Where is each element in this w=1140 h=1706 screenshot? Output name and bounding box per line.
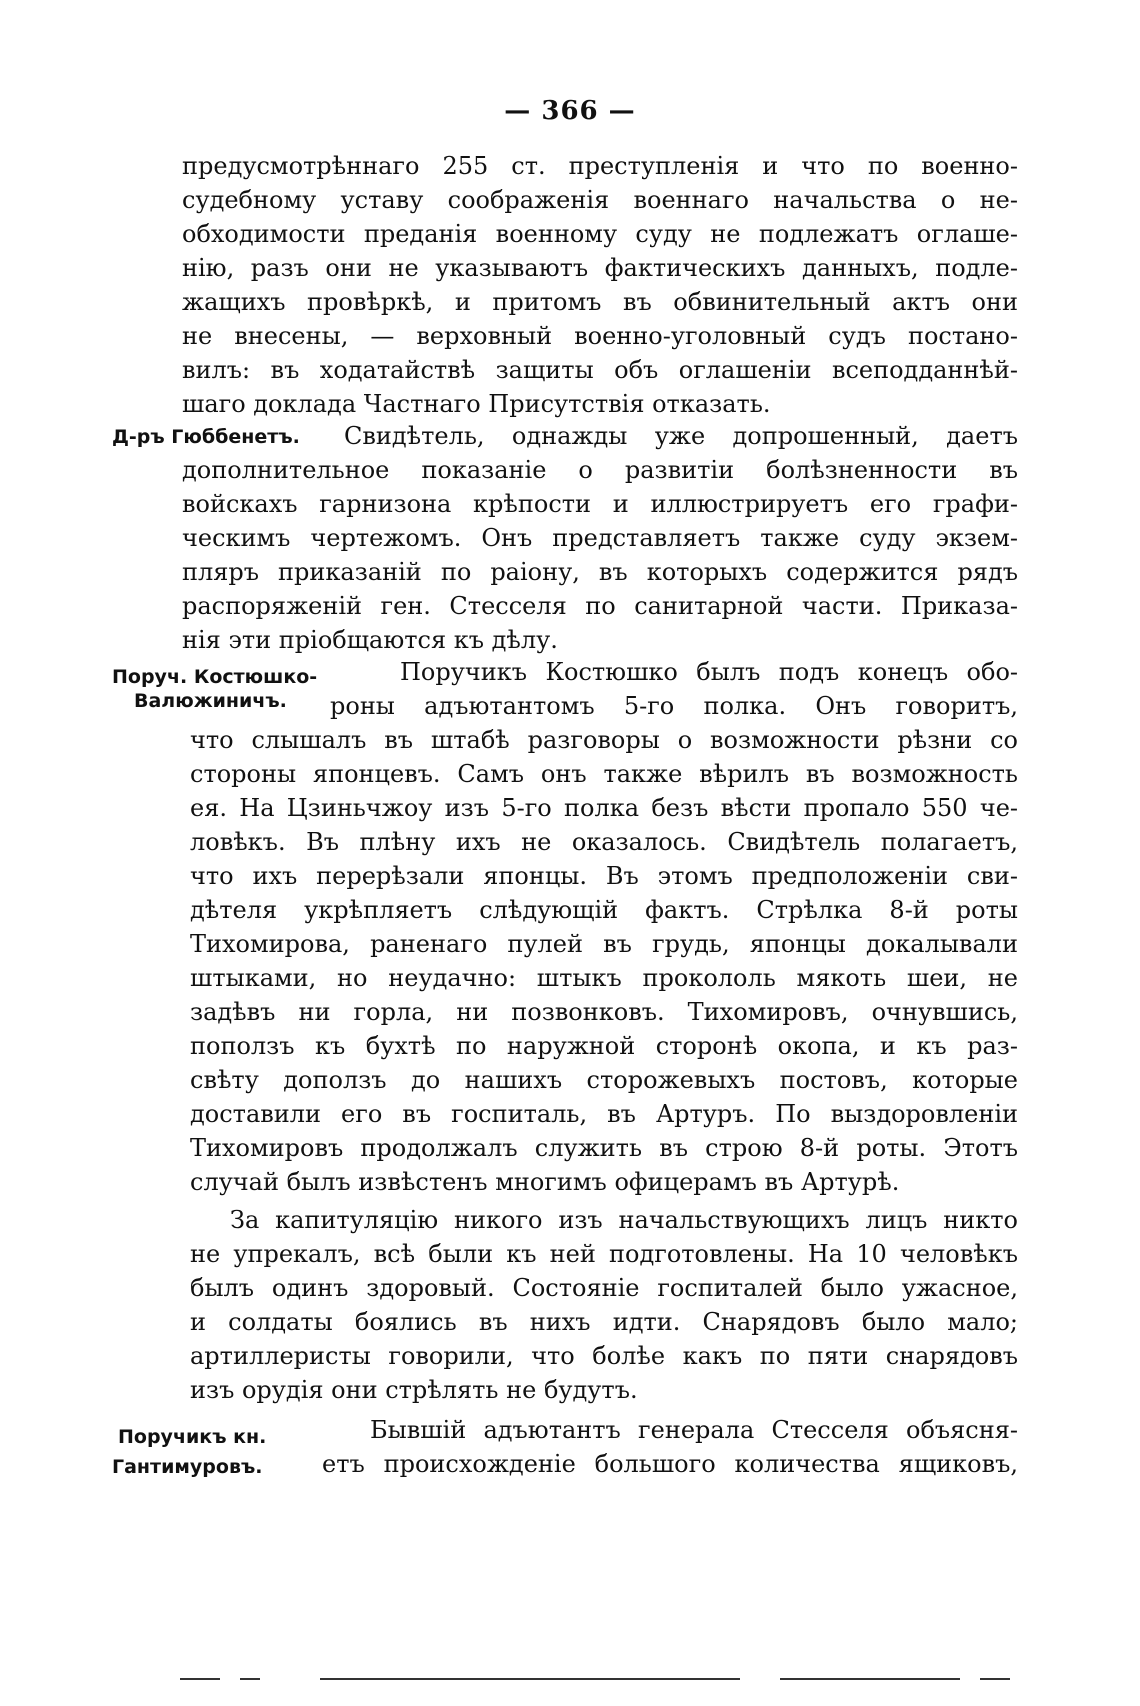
text-line: Тихомировъ продолжалъ служить въ строю 8-й роты. Этотъ <box>190 1134 1018 1162</box>
text-line: предусмотрѣннаго 255 ст. преступленія и что по военно- <box>182 152 1018 180</box>
text-line: Свидѣтель, однажды уже допрошенный, даетъ <box>344 422 1018 450</box>
text-line: изъ орудія они стрѣлять не будутъ. <box>190 1376 638 1404</box>
text-line: войскахъ гарнизона крѣпости и иллюстрируетъ его графи- <box>182 490 1018 518</box>
text-line: случай былъ извѣстенъ многимъ офицерамъ въ Артурѣ. <box>190 1168 900 1196</box>
text-line: шаго доклада Частнаго Присутствія отказать. <box>182 390 771 418</box>
text-line: Поручикъ Костюшко былъ подъ конецъ обо- <box>400 658 1018 686</box>
text-line: доставили его въ госпиталь, въ Артуръ. По выздоровленіи <box>190 1100 1018 1128</box>
text-line: роны адъютантомъ 5-го полка. Онъ говоритъ, <box>330 692 1018 720</box>
text-line: ея. На Цзиньчжоу изъ 5-го полка безъ вѣсти пропало 550 че- <box>190 794 1018 822</box>
text-line: Тихомирова, раненаго пулей въ грудь, японцы докалывали <box>190 930 1018 958</box>
text-line: поползъ къ бухтѣ по наружной сторонѣ окопа, и къ раз- <box>190 1032 1018 1060</box>
text-line: былъ одинъ здоровый. Состояніе госпиталей было ужасное, <box>190 1274 1018 1302</box>
text-line: артиллеристы говорили, что болѣе какъ по пяти снарядовъ <box>190 1342 1018 1370</box>
text-line: За капитуляцію никого изъ начальствующихъ лицъ никто <box>230 1206 1018 1234</box>
text-line: не внесены, — верховный военно-уголовный судъ постано- <box>182 322 1018 350</box>
text-line: что слышалъ въ штабѣ разговоры о возможности рѣзни со <box>190 726 1018 754</box>
speaker-name: Поруч. Костюшко- <box>112 666 318 688</box>
text-line: пляръ приказаній по раіону, въ которыхъ содержится рядъ <box>182 558 1018 586</box>
text-line: Бывшій адъютантъ генерала Стесселя объясня- <box>370 1416 1018 1444</box>
text-line: вилъ: въ ходатайствѣ защиты объ оглашеніи всеподданнѣй- <box>182 356 1018 384</box>
text-line: дѣтеля укрѣпляетъ слѣдующій фактъ. Стрѣлка 8-й роты <box>190 896 1018 924</box>
speaker-name: Поручикъ кн. <box>118 1426 267 1448</box>
text-line: обходимости преданія военному суду не подлежатъ оглаше- <box>182 220 1018 248</box>
text-line: жащихъ провѣркѣ, и притомъ въ обвинительный актъ они <box>182 288 1018 316</box>
text-line: етъ происхожденіе большого количества ящиковъ, <box>322 1450 1018 1478</box>
text-line: судебному уставу соображенія военнаго начальства о не- <box>182 186 1018 214</box>
speaker-name: Валюжиничъ. <box>134 690 287 712</box>
text-line: и солдаты боялись въ нихъ идти. Снарядовъ было мало; <box>190 1308 1018 1336</box>
text-line: ловѣкъ. Въ плѣну ихъ не оказалось. Свидѣтель полагаетъ, <box>190 828 1018 856</box>
text-line: ческимъ чертежомъ. Онъ представляетъ также суду экзем- <box>182 524 1018 552</box>
text-line: дополнительное показаніе о развитіи болѣзненности въ <box>182 456 1018 484</box>
text-line: задѣвъ ни горла, ни позвонковъ. Тихомировъ, очнувшись, <box>190 998 1018 1026</box>
text-line: нія эти пріобщаются къ дѣлу. <box>182 626 558 654</box>
text-line: не упрекалъ, всѣ были къ ней подготовлены. На 10 человѣкъ <box>190 1240 1018 1268</box>
text-line: стороны японцевъ. Самъ онъ также вѣрилъ въ возможность <box>190 760 1018 788</box>
text-line: свѣту доползъ до нашихъ сторожевыхъ постовъ, которые <box>190 1066 1018 1094</box>
text-line: распоряженій ген. Стесселя по санитарной части. Приказа- <box>182 592 1018 620</box>
text-line: нію, разъ они не указываютъ фактическихъ данныхъ, подле- <box>182 254 1018 282</box>
speaker-name: Д-ръ Гюббенетъ. <box>112 426 300 448</box>
bottom-rule <box>180 1678 1010 1680</box>
text-line: штыками, но неудачно: штыкъ прокололь мякоть шеи, не <box>190 964 1018 992</box>
speaker-name: Гантимуровъ. <box>112 1456 263 1478</box>
page-number: — 366 — <box>504 96 636 126</box>
text-line: что ихъ перерѣзали японцы. Въ этомъ предположеніи сви- <box>190 862 1018 890</box>
